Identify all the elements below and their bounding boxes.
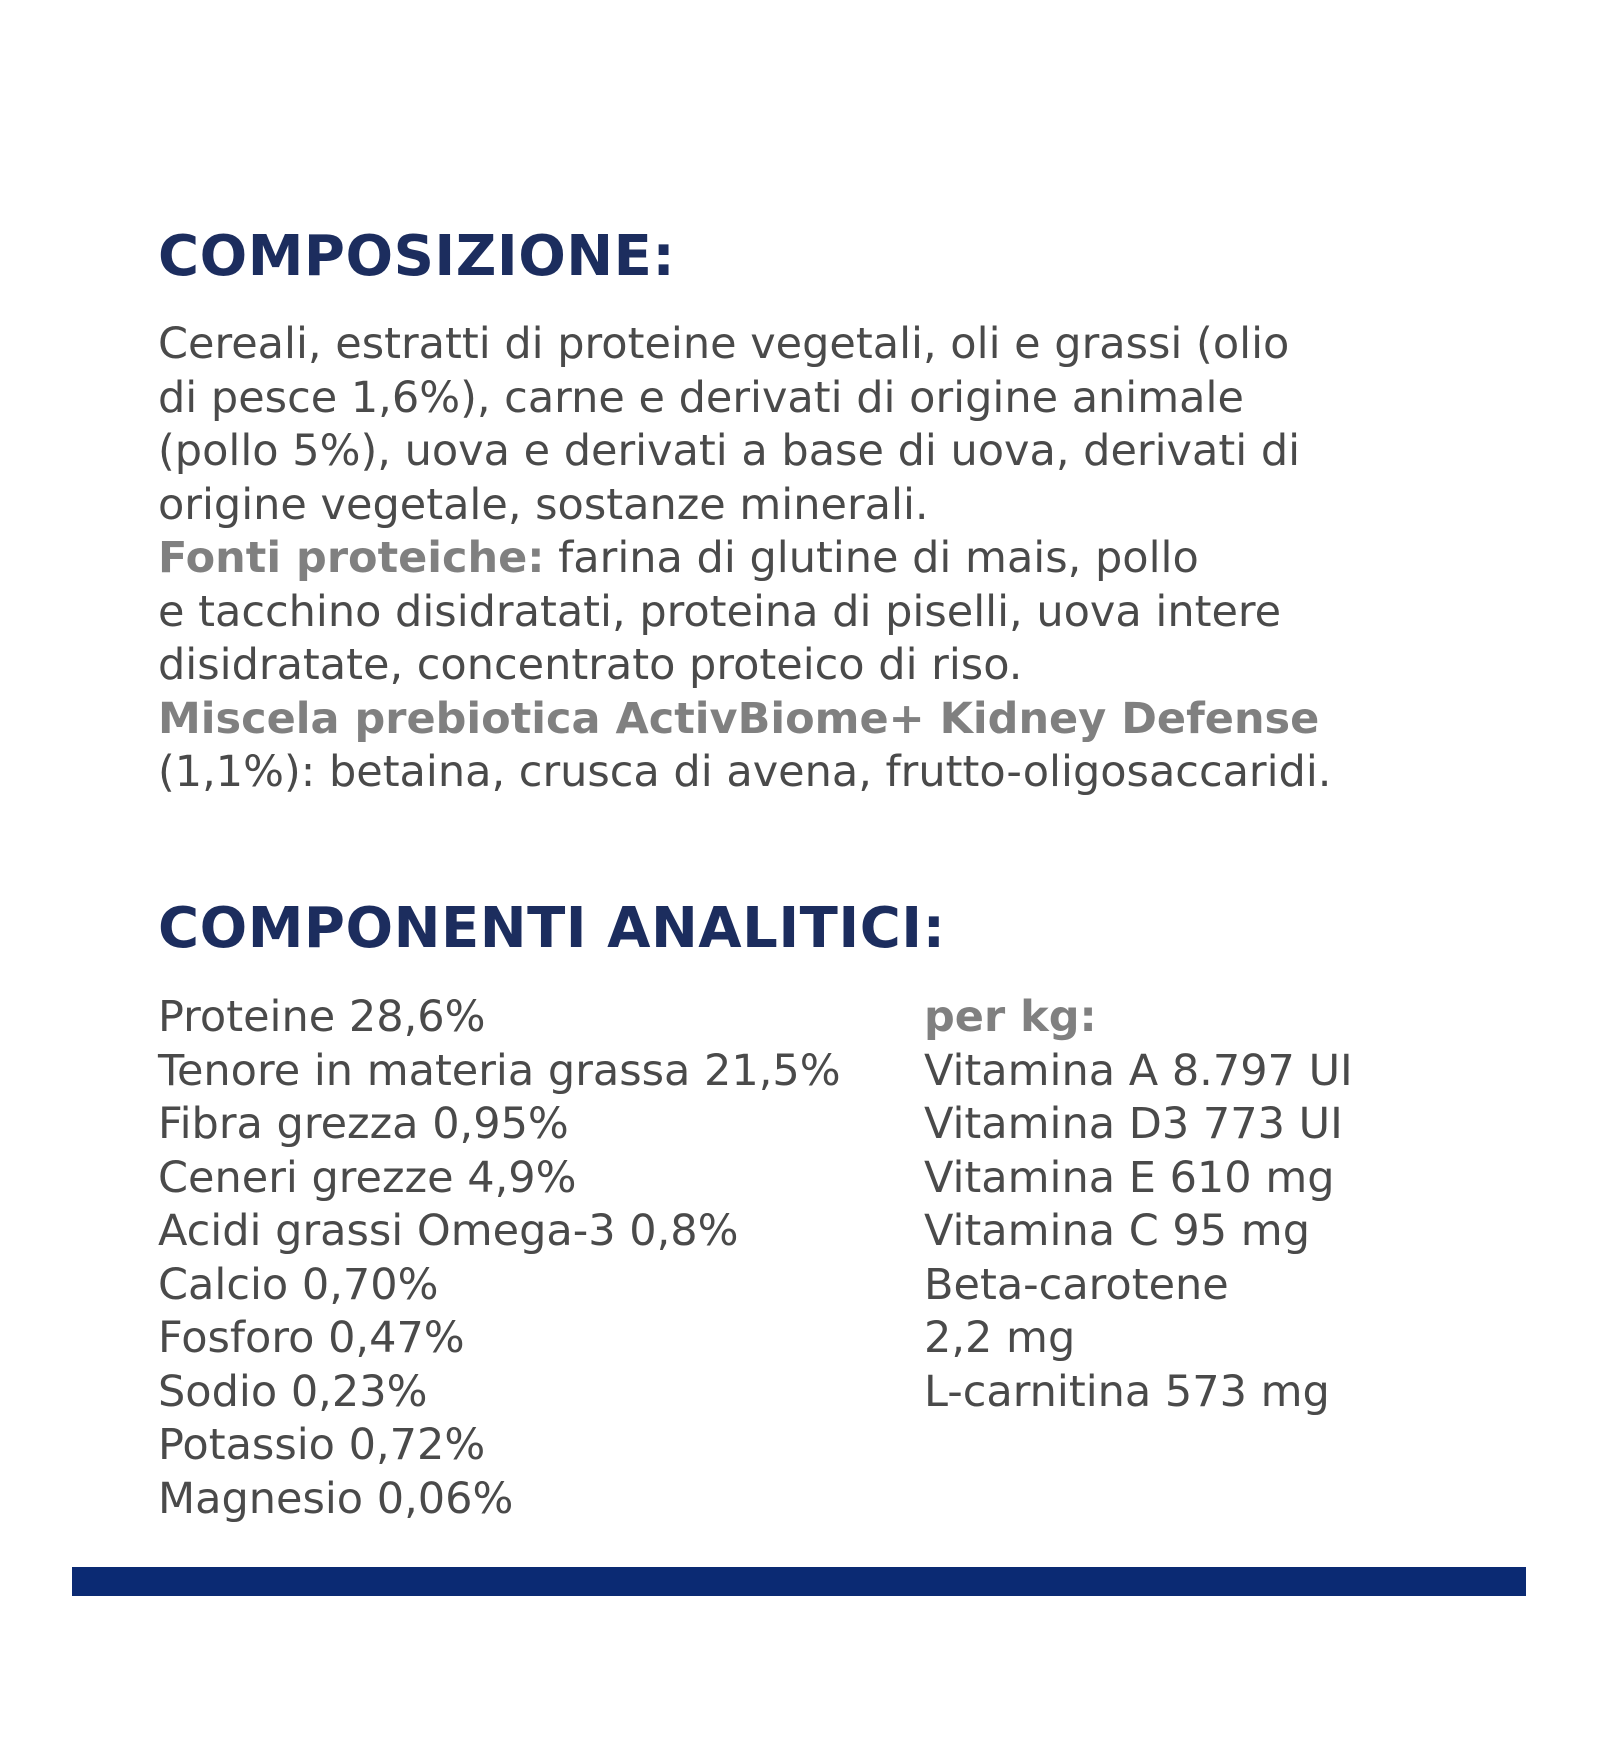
- analytic-item: Calcio 0,70%: [158, 1259, 439, 1310]
- prebiotic-label: Miscela prebiotica ActivBiome+ Kidney Defense: [158, 693, 1320, 744]
- additive-item: Beta-carotene: [924, 1259, 1229, 1310]
- additive-item: Vitamina E 610 mg: [924, 1152, 1335, 1203]
- analytic-item: Fosforo 0,47%: [158, 1313, 465, 1363]
- analytic-item: Acidi grassi Omega-3 0,8%: [158, 1206, 739, 1256]
- composition-line: (pollo 5%), uova e derivati a base di uova, derivati di: [158, 426, 1301, 476]
- protein-sources-line: e tacchino disidratati, proteina di piselli, uova intere: [158, 586, 1282, 637]
- analytic-item: Tenore in materia grassa 21,5%: [158, 1045, 841, 1096]
- protein-sources-text: farina di glutine di mais, pollo: [544, 533, 1199, 583]
- additive-item: L-carnitina 573 mg: [924, 1366, 1330, 1417]
- analytic-item: Ceneri grezze 4,9%: [158, 1152, 577, 1203]
- analytic-item: Sodio 0,23%: [158, 1366, 428, 1417]
- composition-line: di pesce 1,6%), carne e derivati di origine animale: [158, 372, 1244, 423]
- footer-divider-bar: [72, 1567, 1526, 1596]
- composition-line: Cereali, estratti di proteine vegetali, oli e grassi (olio: [158, 319, 1290, 369]
- analytic-item: Proteine 28,6%: [158, 992, 486, 1042]
- additive-item: Vitamina D3 773 UI: [924, 1099, 1343, 1149]
- additive-item: 2,2 mg: [924, 1313, 1076, 1363]
- analytic-item: Fibra grezza 0,95%: [158, 1099, 569, 1149]
- composition-text: [158, 318, 1458, 800]
- analytics-left-list: [158, 991, 841, 1526]
- analytic-item: Potassio 0,72%: [158, 1420, 486, 1470]
- protein-sources-line: disidratate, concentrato proteico di riso.: [158, 640, 1023, 690]
- prebiotic-text: (1,1%): betaina, crusca di avena, frutto-oligosaccaridi.: [158, 747, 1332, 797]
- additive-item: Vitamina A 8.797 UI: [924, 1045, 1353, 1096]
- composition-heading: COMPOSIZIONE:: [158, 224, 676, 289]
- analytics-right-list: [924, 991, 1353, 1419]
- additive-item: Vitamina C 95 mg: [924, 1206, 1310, 1256]
- protein-sources-line: [158, 532, 1458, 586]
- per-kg-label: per kg:: [924, 992, 1097, 1042]
- analytic-item: Magnesio 0,06%: [158, 1473, 514, 1524]
- composition-line: origine vegetale, sostanze minerali.: [158, 479, 929, 530]
- protein-sources-label: Fonti proteiche:: [158, 533, 545, 583]
- analytics-heading: COMPONENTI ANALITICI:: [158, 896, 946, 961]
